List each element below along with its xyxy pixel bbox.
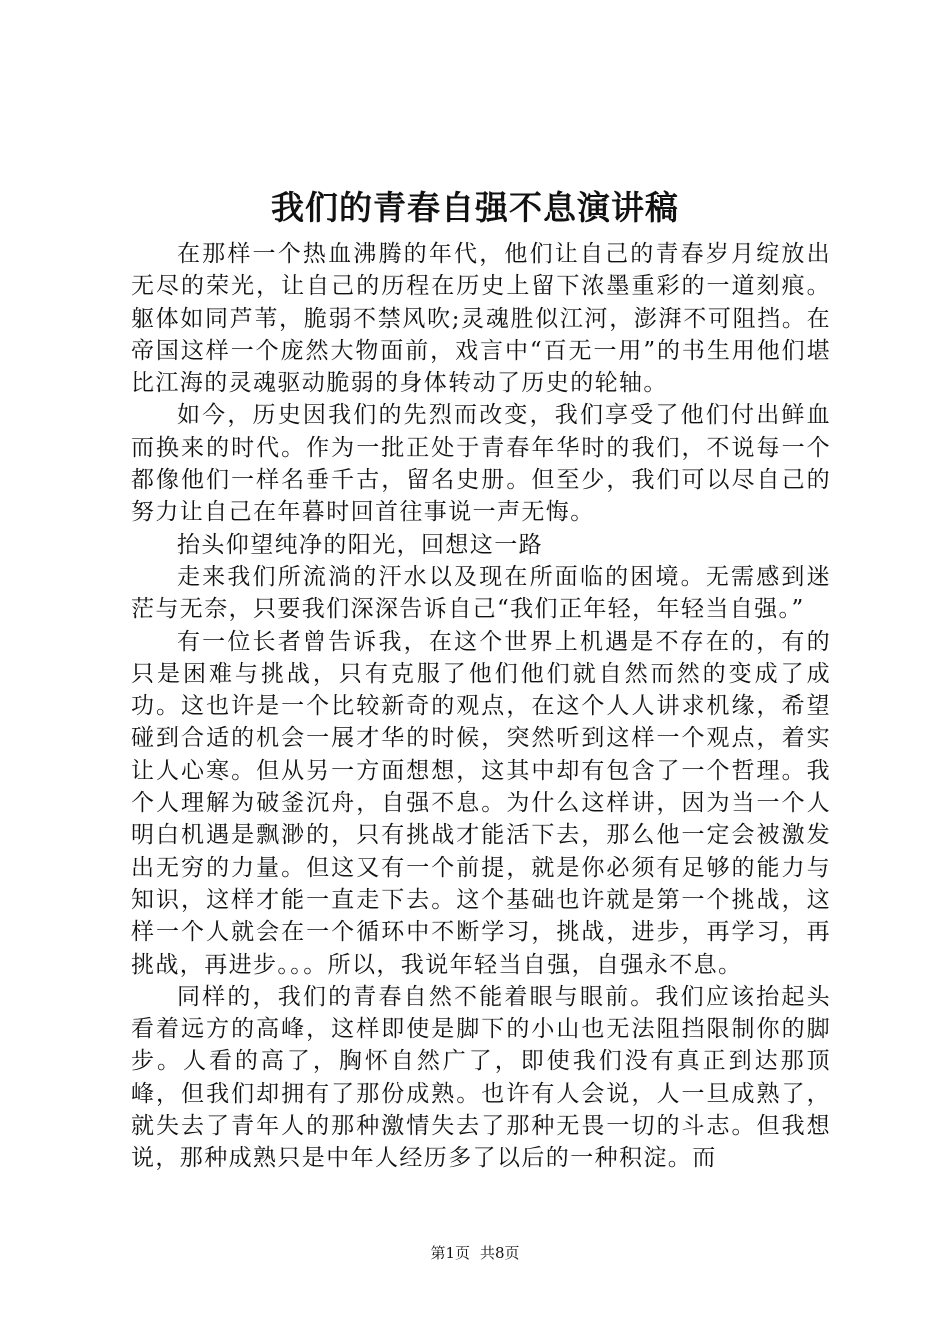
paragraph: 在那样一个热血沸腾的年代，他们让自己的青春岁月绽放出无尽的荣光，让自己的历程在历史上留下浓墨重彩的一道刻痕。躯体如同芦苇，脆弱不禁风吹;灵魂胜似江河，澎湃不可阻挡。在帝国这样一个庞然大物面前，戏言中“百无一用”的书生用他们堪比江海的灵魂驱动脆弱的身体转动了历史的轮轴。 bbox=[131, 241, 831, 397]
document-body bbox=[131, 238, 831, 1175]
document-title: 我们的青春自强不息演讲稿 bbox=[271, 188, 679, 227]
page-number: 第1页 bbox=[430, 1244, 470, 1262]
paragraph: 如今，历史因我们的先烈而改变，我们享受了他们付出鲜血而换来的时代。作为一批正处于青春年华时的我们，不说每一个都像他们一样名垂千古，留名史册。但至少，我们可以尽自己的努力让自己在年暮时回首往事说一声无悔。 bbox=[131, 402, 831, 526]
paragraph: 有一位长者曾告诉我，在这个世界上机遇是不存在的，有的只是困难与挑战，只有克服了他们他们就自然而然的变成了成功。这也许是一个比较新奇的观点，在这个人人讲求机缘，希望碰到合适的机会一展才华的时候，突然听到这样一个观点，着实让人心寒。但从另一方面想想，这其中却有包含了一个哲理。我个人理解为破釜沉舟，自强不息。为什么这样讲，因为当一个人明白机遇是飘渺的，只有挑战才能活下去，那么他一定会被激发出无穷的力量。但这又有一个前提，就是你必须有足够的能力与知识，这样才能一直走下去。这个基础也许就是第一个挑战，这样一个人就会在一个循环中不断学习，挑战，进步，再学习，再挑战，再进步。。。所以，我说年轻当自强，自强永不息。 bbox=[131, 628, 831, 978]
page-footer bbox=[0, 1243, 950, 1263]
page-total: 共8页 bbox=[480, 1244, 520, 1262]
paragraph: 走来我们所流淌的汗水以及现在所面临的困境。无需感到迷茫与无奈，只要我们深深告诉自己“我们正年轻，年轻当自强。” bbox=[131, 563, 831, 623]
paragraph: 抬头仰望纯净的阳光，回想这一路 bbox=[177, 531, 543, 558]
paragraph: 同样的，我们的青春自然不能着眼与眼前。我们应该抬起头看着远方的高峰，这样即使是脚下的小山也无法阻挡限制你的脚步。人看的高了，胸怀自然广了，即使我们没有真正到达那顶峰，但我们却拥有了那份成熟。也许有人会说，人一旦成熟了，就失去了青年人的那种激情失去了那种无畏一切的斗志。但我想说，那种成熟只是中年人经历多了以后的一种积淀。而 bbox=[131, 983, 831, 1172]
